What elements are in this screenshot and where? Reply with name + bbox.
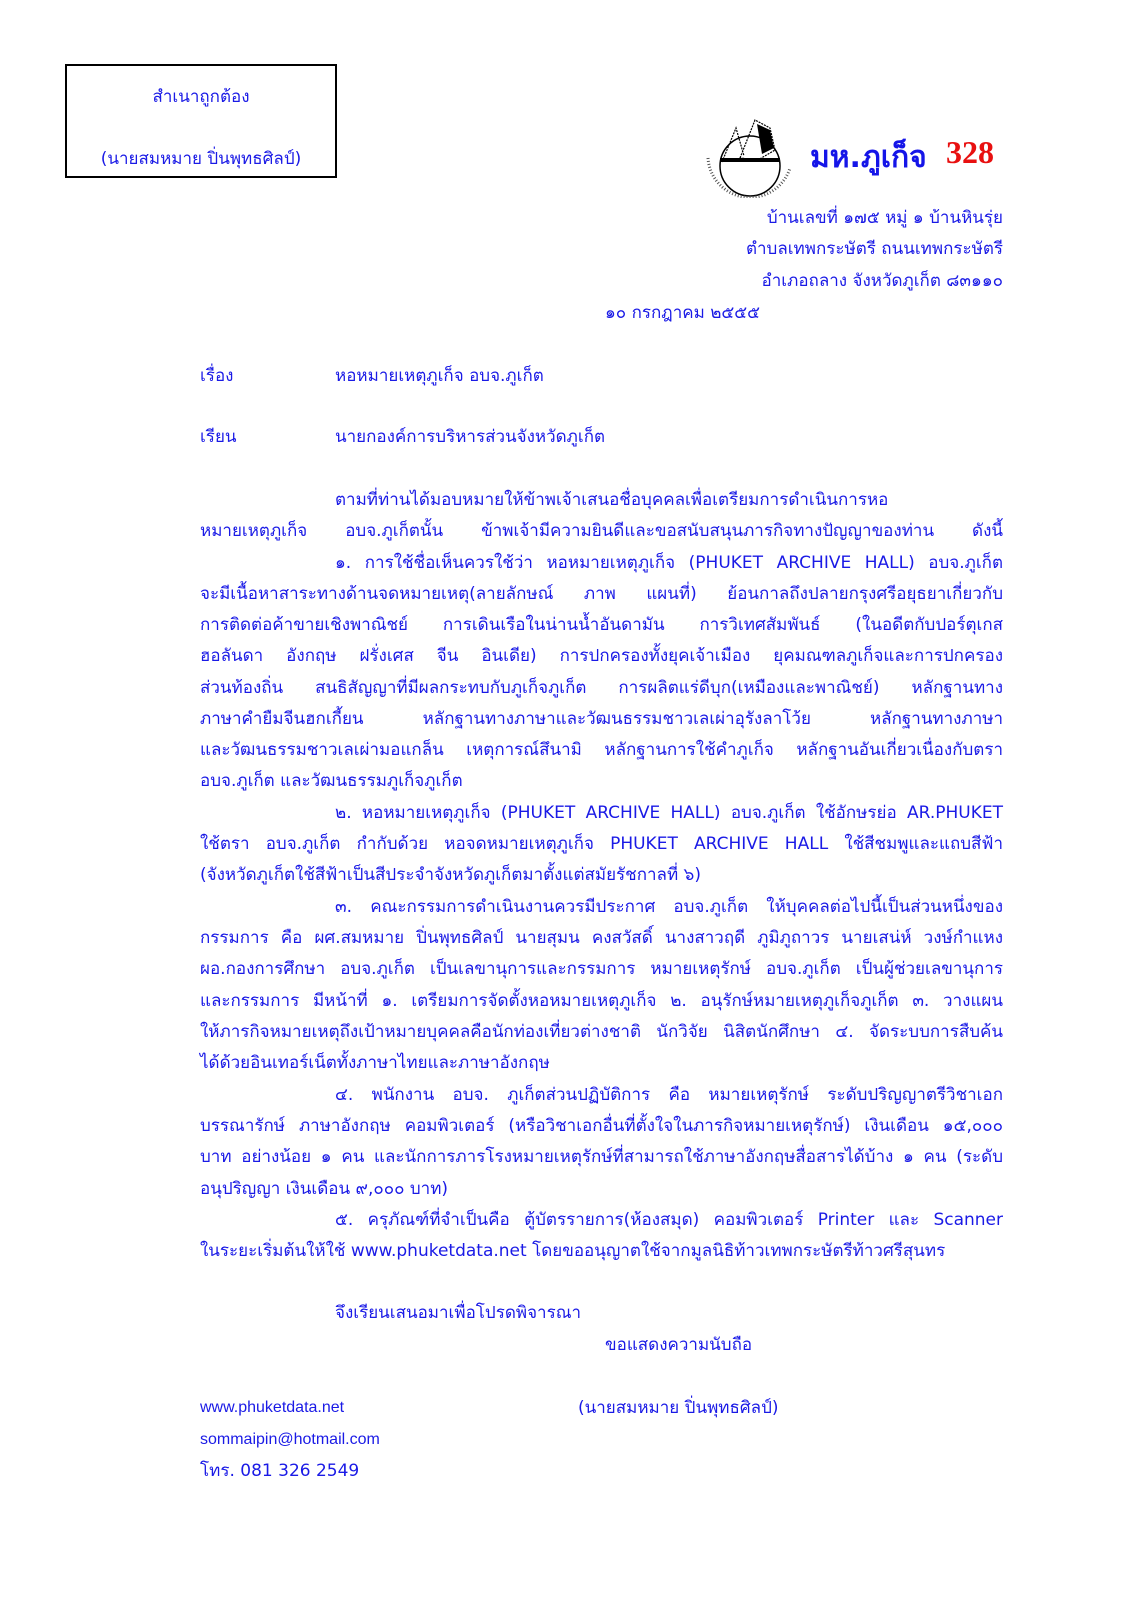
body-line: ใช้ตรา อบจ.ภูเก็ต กำกับด้วย หอจดหมายเหตุภูเก็จ PHUKET ARCHIVE HALL ใช้สีชมพูและแถบสีฟ้า xyxy=(200,834,1003,854)
address-line: ตำบลเทพกระษัตรี ถนนเทพกระษัตรี xyxy=(745,239,1003,259)
body-line: ๒. หอหมายเหตุภูเก็จ (PHUKET ARCHIVE HALL) อบจ.ภูเก็ต ใช้อักษรย่อ AR.PHUKET xyxy=(335,803,1003,823)
body-line: หมายเหตุภูเก็จ อบจ.ภูเก็ตนั้น ข้าพเจ้ามีความยินดีและขอสนับสนุนภารกิจทางปัญญาของท่าน ดังนี้ xyxy=(200,521,1003,541)
certified-copy-label: สำเนาถูกต้อง xyxy=(152,87,250,107)
body-line: ผอ.กองการศึกษา อบจ.ภูเก็ต เป็นเลขานุการและกรรมการ หมายเหตุรักษ์ อบจ.ภูเก็ต เป็นผู้ช่วยเลขานุการ xyxy=(200,959,1003,979)
closing-request: จึงเรียนเสนอมาเพื่อโปรดพิจารณา xyxy=(335,1303,582,1323)
museum-logo-icon xyxy=(700,118,800,198)
body-line: ได้ด้วยอินเทอร์เน็ตทั้งภาษาไทยและภาษาอังกฤษ xyxy=(200,1053,550,1073)
body-line: กรรมการ คือ ผศ.สมหมาย ปิ่นพุทธศิลป์ นายสุมน คงสวัสดิ์ นางสาวฤดี ภูมิภูถาวร นายเสน่ห์ วงษ์กำแหง xyxy=(200,928,1003,948)
address-line: บ้านเลขที่ ๑๗๕ หมู่ ๑ บ้านหินรุ่ย xyxy=(766,208,1003,228)
body-line: และวัฒนธรรมชาวเลเผ่ามอแกล็น เหตุการณ์สึนามิ หลักฐานการใช้คำภูเก็จ หลักฐานอันเกี่ยวเนื่องกับตรา xyxy=(200,740,1003,760)
body-line: บาท อย่างน้อย ๑ คน และนักการภารโรงหมายเหตุรักษ์ที่สามารถใช้ภาษาอังกฤษสื่อสารได้บ้าง ๑ คน (ระดับ xyxy=(200,1147,1003,1167)
contact-website: www.phuketdata.net xyxy=(200,1399,345,1416)
signature-name: (นายสมหมาย ปิ่นพุทธศิลป์) xyxy=(578,1398,779,1418)
body-line: อบจ.ภูเก็ต และวัฒนธรรมภูเก็จภูเก็ต xyxy=(200,771,463,791)
closing-regards: ขอแสดงความนับถือ xyxy=(605,1335,753,1355)
body-line: ฮอลันดา อังกฤษ ฝรั่งเศส จีน อินเดีย) การปกครองทั้งยุคเจ้าเมือง ยุคมณฑลภูเก็จและการปกครอง xyxy=(200,646,1003,666)
body-line: ๕. ครุภัณฑ์ที่จำเป็นคือ ตู้บัตรรายการ(ห้องสมุด) คอมพิวเตอร์ Printer และ Scanner xyxy=(335,1210,1003,1230)
subject-value: หอหมายเหตุภูเก็จ อบจ.ภูเก็ต xyxy=(335,366,544,386)
body-line: และกรรมการ มีหน้าที่ ๑. เตรียมการจัดตั้งหอหมายเหตุภูเก็จ ๒. อนุรักษ์หมายเหตุภูเก็จภูเก็ต ๓. วางแผน xyxy=(200,991,1003,1011)
body-line: ให้ภารกิจหมายเหตุถึงเป้าหมายบุคคลคือนักท่องเที่ยวต่างชาติ นักวิจัย นิสิตนักศึกษา ๔. จัดระบบการสืบค้น xyxy=(200,1022,1003,1042)
body-line: ในระยะเริ่มต้นให้ใช้ www.phuketdata.net โดยขออนุญาตใช้จากมูลนิธิท้าวเทพกระษัตรีท้าวศรีสุนทร xyxy=(200,1241,946,1261)
recipient-label: เรียน xyxy=(200,427,237,447)
body-line: ๓. คณะกรรมการดำเนินงานควรมีประกาศ อบจ.ภูเก็ต ให้บุคคลต่อไปนี้เป็นส่วนหนึ่งของ xyxy=(335,897,1003,917)
subject-label: เรื่อง xyxy=(200,366,234,386)
body-line: บรรณารักษ์ ภาษาอังกฤษ คอมพิวเตอร์ (หรือวิชาเอกอื่นที่ตั้งใจในภารกิจหมายเหตุรักษ์) เงินเดือน ๑๕,๐๐๐ xyxy=(200,1116,1003,1136)
body-line: จะมีเนื้อหาสาระทางด้านจดหมายเหตุ(ลายลักษณ์ ภาพ แผนที่) ย้อนกาลถึงปลายกรุงศรีอยุธยาเกี่ยวกับ xyxy=(200,584,1003,604)
body-line: ๑. การใช้ชื่อเห็นควรใช้ว่า หอหมายเหตุภูเก็จ (PHUKET ARCHIVE HALL) อบจ.ภูเก็ต xyxy=(335,553,1003,573)
body-line: อนุปริญญา เงินเดือน ๙,๐๐๐ บาท) xyxy=(200,1179,449,1199)
address-line: อำเภอถลาง จังหวัดภูเก็ต ๘๓๑๑๐ xyxy=(761,271,1003,291)
body-line: ตามที่ท่านได้มอบหมายให้ข้าพเจ้าเสนอชื่อบุคคลเพื่อเตรียมการดำเนินการหอ xyxy=(335,490,889,510)
document-number: 328 xyxy=(946,134,994,170)
certified-copy-name: (นายสมหมาย ปิ่นพุทธศิลป์) xyxy=(100,149,302,169)
org-title: มห.ภูเก็จ xyxy=(810,140,927,175)
body-line: ส่วนท้องถิ่น สนธิสัญญาที่มีผลกระทบกับภูเก็จภูเก็ต การผลิตแร่ดีบุก(เหมืองและพาณิชย์) หลักฐานทาง xyxy=(200,678,1003,698)
body-line: ๔. พนักงาน อบจ. ภูเก็ตส่วนปฏิบัติการ คือ หมายเหตุรักษ์ ระดับปริญญาตรีวิชาเอก xyxy=(335,1085,1003,1105)
certified-copy-box xyxy=(65,64,337,178)
body-line: (จังหวัดภูเก็ตใช้สีฟ้าเป็นสีประจำจังหวัดภูเก็ตมาตั้งแต่สมัยรัชกาลที่ ๖) xyxy=(200,865,701,885)
recipient-value: นายกองค์การบริหารส่วนจังหวัดภูเก็ต xyxy=(335,427,606,447)
contact-email: sommaipin@hotmail.com xyxy=(200,1431,380,1448)
body-line: การติดต่อค้าขายเชิงพาณิชย์ การเดินเรือในน่านน้ำอันดามัน การวิเทศสัมพันธ์ (ในอดีตกับปอร์ตุเกส xyxy=(200,615,1003,635)
contact-phone: โทร. 081 326 2549 xyxy=(200,1461,360,1481)
body-line: ภาษาคำยืมจีนฮกเกี้ยน หลักฐานทางภาษาและวัฒนธรรมชาวเลเผ่าอุรังลาโว้ย หลักฐานทางภาษา xyxy=(200,709,1003,729)
letter-date: ๑๐ กรกฎาคม ๒๕๕๕ xyxy=(605,303,761,323)
